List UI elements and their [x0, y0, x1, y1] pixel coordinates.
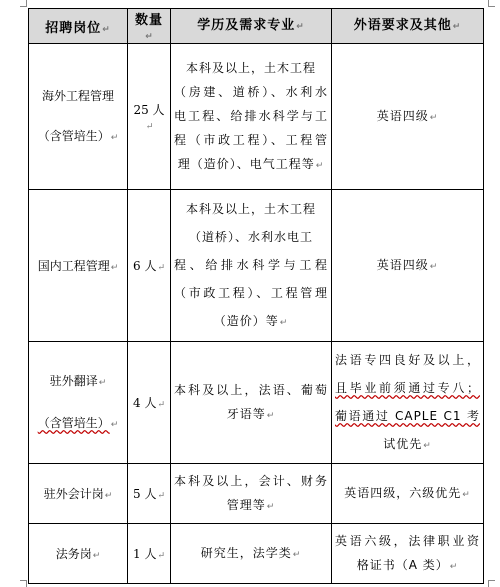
position-cell: 法务岗↵: [29, 524, 128, 584]
language-line: 英语四级↵: [376, 257, 439, 272]
position-text: 海外工程管理: [41, 88, 114, 103]
count-cell: 6 人↵: [128, 190, 171, 342]
position-text: 驻外会计岗: [43, 487, 104, 501]
recruitment-table: [28, 8, 484, 584]
education-line: （房建、道桥）、水利水: [174, 84, 328, 99]
education-line: 本科及以上，土木工程: [185, 201, 316, 216]
education-line: （道桥）、水利水电工: [188, 229, 313, 244]
position-note: （含管培生）↵: [37, 128, 119, 143]
position-text: 法务岗: [55, 547, 92, 561]
position-cell: [29, 44, 128, 190]
education-cell: [171, 342, 332, 464]
header-position: 招聘岗位↵: [29, 9, 128, 44]
header-count: 数量↵: [128, 9, 171, 44]
language-line: 葡语通过 CAPLE C1 考: [335, 408, 480, 423]
language-line: 法语专四良好及以上，: [335, 352, 480, 367]
position-text: 驻外翻译↵: [49, 373, 107, 388]
table-row: [29, 342, 484, 464]
education-cell: [171, 44, 332, 190]
corner-mark-bottom-right: [488, 580, 495, 587]
language-line: 且毕业前须通过专八；: [335, 380, 480, 395]
education-line: 电工程、给排水科学与工: [174, 108, 328, 123]
education-line: 理（造价）、电气工程等↵: [177, 156, 325, 171]
header-language: 外语要求及其他↵: [332, 9, 484, 44]
language-cell: [332, 190, 484, 342]
table-row: [29, 44, 484, 190]
language-line: 英语四级，六级优先↵: [344, 485, 471, 500]
position-note: （含管培生）↵: [37, 415, 119, 430]
table-row: [29, 524, 484, 584]
count-cell: 5 人↵: [128, 464, 171, 524]
education-line: 本科及以上，法语、葡萄: [174, 382, 328, 397]
education-line: 管理等↵: [226, 497, 276, 512]
header-row: [29, 9, 484, 44]
education-line: （市政工程）、工程管理: [174, 285, 328, 300]
corner-mark-top-right: [488, 0, 495, 7]
position-cell: 国内工程管理↵: [29, 190, 128, 342]
education-line: 研究生，法学类↵: [200, 545, 302, 560]
count-cell: 4 人↵: [128, 342, 171, 464]
education-line: 本科及以上，土木工程: [185, 60, 316, 75]
language-cell: [332, 342, 484, 464]
position-cell: 驻外会计岗↵: [29, 464, 128, 524]
education-line: （造价）等↵: [213, 313, 289, 328]
language-cell: [332, 524, 484, 584]
language-line: 试优先↵: [383, 436, 432, 451]
corner-mark-bottom-left: [20, 580, 27, 587]
count-cell: 25 人↵: [128, 44, 171, 190]
education-line: 本科及以上，会计、财务: [174, 473, 328, 488]
header-education: 学历及需求专业↵: [171, 9, 332, 44]
language-line: 英语六级，法律职业资: [335, 533, 480, 548]
education-cell: [171, 190, 332, 342]
corner-mark-top-left: [20, 0, 27, 7]
language-cell: [332, 464, 484, 524]
table-row: [29, 464, 484, 524]
education-cell: [171, 524, 332, 584]
education-line: 程、给排水科学与工程: [174, 257, 328, 272]
position-text: 国内工程管理: [37, 259, 110, 273]
language-cell: [332, 44, 484, 190]
education-line: 程（市政工程）、工程管: [174, 132, 328, 147]
language-line: 格证书（A 类）↵: [356, 557, 459, 572]
education-cell: [171, 464, 332, 524]
position-cell: [29, 342, 128, 464]
education-line: 牙语等↵: [226, 406, 276, 421]
table-row: [29, 190, 484, 342]
count-cell: 1 人↵: [128, 524, 171, 584]
language-line: 英语四级↵: [376, 108, 439, 123]
